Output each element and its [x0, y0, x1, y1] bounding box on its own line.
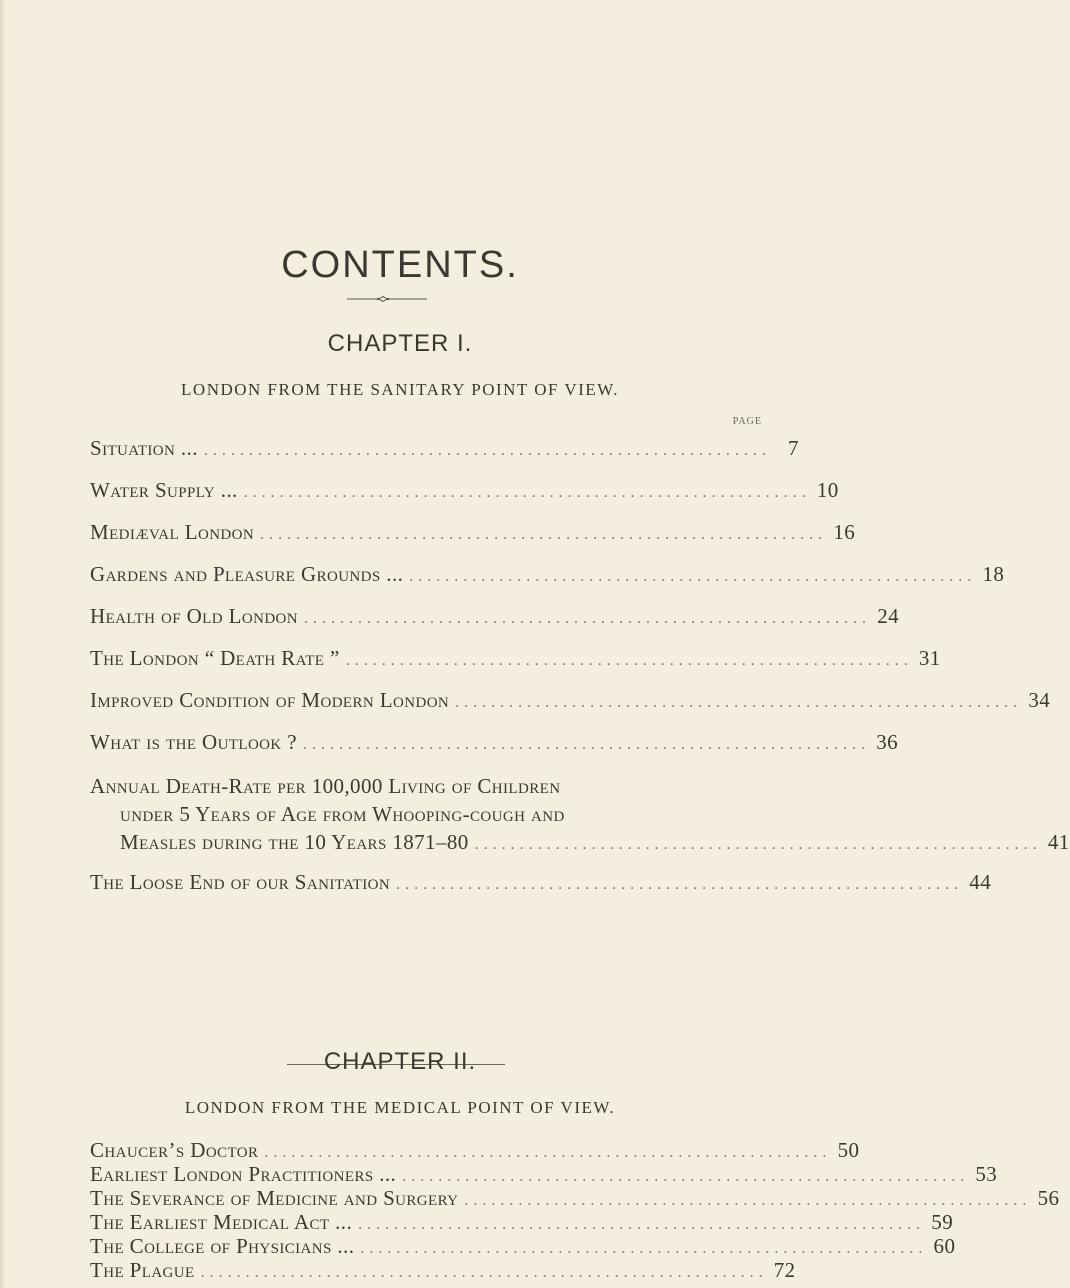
- toc-entry-label: Gardens and Pleasure Grounds ...: [90, 562, 404, 586]
- toc-entry-page: 18: [982, 562, 1005, 586]
- dot-leader: ...............................................................: [243, 484, 811, 501]
- toc-entry-page: 56: [1037, 1186, 1060, 1210]
- toc-entry[interactable]: [90, 436, 799, 462]
- toc-entry-page: 31: [918, 646, 941, 670]
- toc-entry-label: Mediæval London: [90, 520, 255, 544]
- toc-entry-label: The Loose End of our Sanitation: [90, 870, 391, 894]
- toc-entry-label: The College of Physicians ...: [90, 1234, 355, 1258]
- dot-leader: ...............................................................: [396, 876, 964, 893]
- toc-entry[interactable]: [90, 1186, 1060, 1212]
- chapter-subtitle: LONDON FROM THE SANITARY POINT OF VIEW.: [181, 380, 619, 399]
- toc-entry[interactable]: [90, 478, 839, 504]
- dot-leader: ...............................................................: [260, 526, 828, 543]
- toc-entry[interactable]: [90, 688, 1051, 714]
- toc-entry-page: 72: [773, 1258, 796, 1282]
- toc-entry-page: 53: [975, 1162, 998, 1186]
- dot-leader: ...............................................................: [304, 610, 872, 627]
- page-title: CONTENTS.: [281, 244, 519, 286]
- toc-entry[interactable]: [90, 604, 900, 630]
- toc-entry-page: 16: [833, 520, 856, 544]
- toc-entry-page: 7: [787, 436, 799, 460]
- toc-entry-label: The Severance of Medicine and Surgery: [90, 1186, 459, 1210]
- toc-entry-label: Improved Condition of Modern London: [90, 688, 450, 712]
- dot-leader: ...............................................................: [464, 1192, 1032, 1209]
- toc-entry-label: Water Supply ...: [90, 478, 238, 502]
- toc-entry[interactable]: [90, 1162, 998, 1188]
- toc-entry-label: Earliest London Practitioners ...: [90, 1162, 397, 1186]
- toc-entry[interactable]: [90, 1234, 956, 1260]
- dot-leader: ...............................................................: [203, 442, 771, 459]
- dot-leader: ...............................................................: [474, 836, 1042, 853]
- toc-entry[interactable]: [90, 1210, 954, 1236]
- toc-entry-multiline[interactable]: [90, 772, 1070, 859]
- toc-entry-label: What is the Outlook ?: [90, 730, 298, 754]
- dot-leader: ...............................................................: [455, 694, 1023, 711]
- toc-entry-label: The Plague: [90, 1258, 195, 1282]
- toc-entry[interactable]: [90, 730, 899, 756]
- toc-entry-label: Situation ...: [90, 436, 198, 460]
- toc-entry-page: 10: [816, 478, 839, 502]
- toc-entry-label: The Earliest Medical Act ...: [90, 1210, 353, 1234]
- title-ornament: [347, 294, 427, 304]
- dot-leader: ...............................................................: [303, 736, 871, 753]
- toc-entry-line: Measles during the 10 Years 1871–80: [120, 830, 469, 854]
- toc-entry-line: under 5 Years of Age from Whooping-cough and: [120, 802, 565, 826]
- toc-entry[interactable]: [90, 646, 941, 672]
- toc-entry-page: 44: [969, 870, 992, 894]
- toc-entry-page: 24: [877, 604, 900, 628]
- dot-leader: ...............................................................: [409, 568, 977, 585]
- toc-entry-page: 34: [1028, 688, 1051, 712]
- chapter-subtitle: LONDON FROM THE MEDICAL POINT OF VIEW.: [184, 1098, 616, 1117]
- toc-entry-page: 50: [837, 1138, 860, 1162]
- dot-leader: ...............................................................: [360, 1240, 928, 1257]
- toc-entry-line: Annual Death-Rate per 100,000 Living of Children: [90, 774, 561, 798]
- toc-entry-line-last: [90, 828, 1070, 859]
- toc-entry[interactable]: [90, 520, 856, 546]
- chapter-heading: CHAPTER II.: [323, 1048, 477, 1075]
- toc-entry-page: 60: [933, 1234, 956, 1258]
- dot-leader: ...............................................................: [264, 1144, 832, 1161]
- toc-entry-label: Chaucer’s Doctor: [90, 1138, 259, 1162]
- toc-entry[interactable]: [90, 562, 1005, 588]
- toc-entry[interactable]: [90, 1138, 860, 1164]
- toc-entry[interactable]: [90, 1258, 796, 1284]
- toc-entry-page: 59: [931, 1210, 954, 1234]
- toc-entry-page: 41: [1047, 830, 1070, 854]
- toc-entry[interactable]: [90, 870, 992, 896]
- toc-entry-label: Health of Old London: [90, 604, 299, 628]
- toc-entry-page: 36: [876, 730, 899, 754]
- dot-leader: ...............................................................: [345, 652, 913, 669]
- page-column-label: PAGE: [732, 416, 762, 427]
- page-edge-shadow: [0, 0, 6, 1288]
- chapter-heading: CHAPTER I.: [327, 330, 473, 357]
- toc-entry-label: The London “ Death Rate ”: [90, 646, 340, 670]
- dot-leader: ...............................................................: [358, 1216, 926, 1233]
- dot-leader: ...............................................................: [200, 1264, 768, 1281]
- dot-leader: ...............................................................: [402, 1168, 970, 1185]
